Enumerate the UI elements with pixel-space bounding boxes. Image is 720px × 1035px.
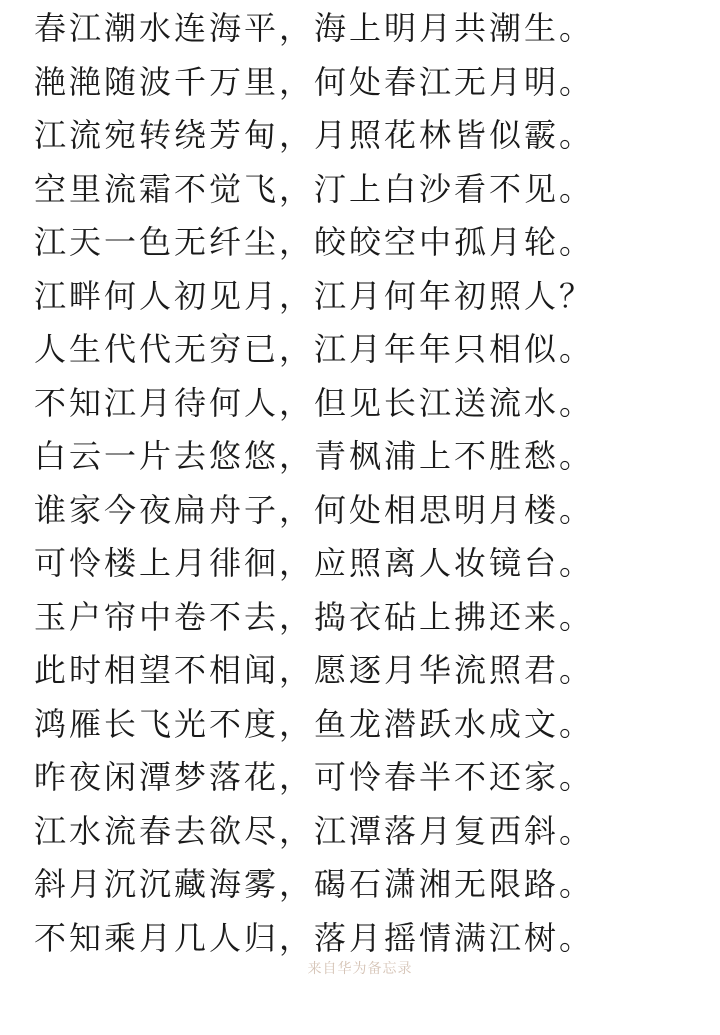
poem-line [34, 270, 704, 324]
footer-source-label: 来自华为备忘录 [307, 961, 413, 977]
poem-line [34, 323, 704, 377]
poem-line-first-half: 白云一片去悠悠， [34, 437, 315, 475]
poem-line-first-half: 谁家今夜扁舟子， [34, 490, 315, 529]
poem-line-second-half: 鱼龙潜跃水成文。 [314, 704, 595, 743]
poem-line-second-half: 青枫浦上不胜愁。 [314, 437, 595, 475]
poem-line [34, 591, 704, 645]
poem-line-first-half: 可怜楼上月徘徊， [34, 544, 315, 582]
poem-line-second-half: 月照花林皆似霰。 [314, 116, 595, 154]
poem-line-second-half: 但见长江送流水。 [314, 383, 595, 422]
poem-line-first-half: 江流宛转绕芳甸， [34, 116, 315, 154]
poem-line-second-half: 海上明月共潮生。 [314, 9, 595, 47]
poem-line-second-half: 皎皎空中孤月轮。 [314, 223, 595, 261]
poem-line-first-half: 昨夜闲潭梦落花， [34, 758, 315, 796]
poem-line-first-half: 鸿雁长飞光不度， [34, 704, 315, 743]
poem-line-second-half: 捣衣砧上拂还来。 [314, 597, 595, 636]
poem-line-first-half: 人生代代无穷已， [34, 330, 315, 368]
poem-line [34, 644, 704, 698]
poem-line-first-half: 江水流春去欲尽， [34, 811, 315, 850]
poem-line [34, 858, 704, 912]
poem-line [34, 377, 704, 431]
poem-line [34, 751, 704, 805]
poem-line-first-half: 不知江月待何人， [34, 383, 315, 422]
poem-line-first-half: 江畔何人初见月， [34, 276, 315, 315]
poem-line-second-half: 何处春江无月明。 [314, 62, 595, 101]
poem-line [34, 430, 704, 484]
poem-line [34, 912, 704, 966]
poem-line [34, 484, 704, 538]
poem-line-second-half: 碣石潇湘无限路。 [314, 865, 595, 903]
poem-line-first-half: 不知乘月几人归， [34, 918, 315, 957]
poem-line-second-half: 江潭落月复西斜。 [314, 811, 595, 850]
poem-line [34, 109, 704, 163]
poem-line-second-half: 江月何年初照人？ [314, 276, 595, 315]
poem-line-second-half: 可怜春半不还家。 [314, 758, 595, 796]
poem-line-first-half: 斜月沉沉藏海雾， [34, 865, 315, 903]
poem-line [34, 537, 704, 591]
poem-line [34, 56, 704, 110]
poem-line-second-half: 落月摇情满江树。 [314, 918, 595, 957]
poem-line-second-half: 汀上白沙看不见。 [314, 169, 595, 208]
poem-text [34, 2, 704, 965]
poem-line-first-half: 空里流霜不觉飞， [34, 169, 315, 208]
poem-line [34, 163, 704, 217]
poem-line [34, 216, 704, 270]
poem-line-second-half: 何处相思明月楼。 [314, 490, 595, 529]
poem-line-second-half: 愿逐月华流照君。 [314, 651, 595, 689]
poem-line [34, 698, 704, 752]
poem-line-first-half: 春江潮水连海平， [34, 9, 315, 47]
poem-line-first-half: 玉户帘中卷不去， [34, 597, 315, 636]
poem-line-first-half: 滟滟随波千万里， [34, 62, 315, 101]
poem-line-first-half: 江天一色无纤尘， [34, 223, 315, 261]
poem-line-second-half: 江月年年只相似。 [314, 330, 595, 368]
poem-line [34, 805, 704, 859]
poem-line [34, 2, 704, 56]
poem-line-first-half: 此时相望不相闻， [34, 651, 315, 689]
poem-line-second-half: 应照离人妆镜台。 [314, 544, 595, 582]
